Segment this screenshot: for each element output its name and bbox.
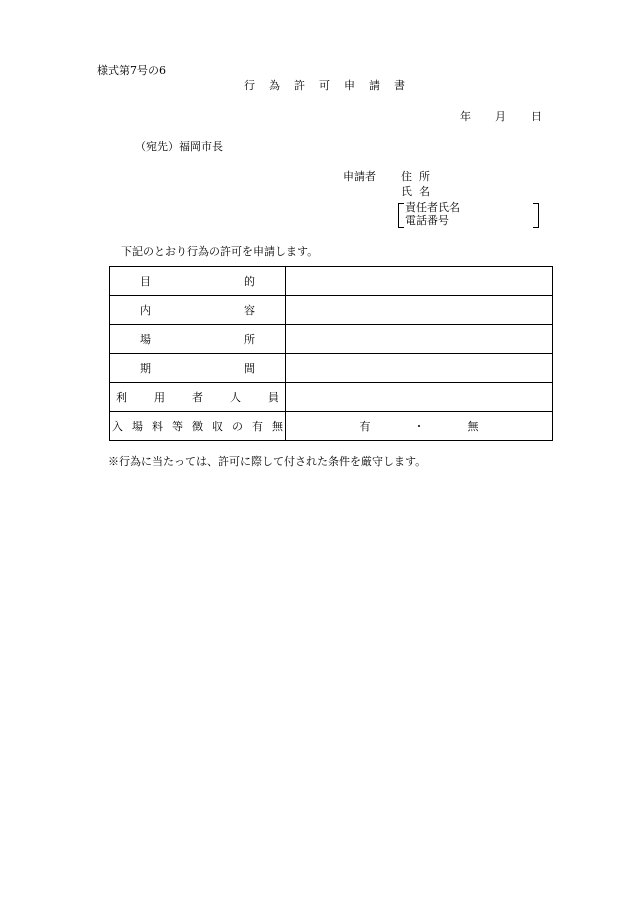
purpose-label: 目 的 (110, 267, 286, 296)
date-day-label: 日 (531, 110, 542, 123)
users-count-value[interactable] (286, 383, 553, 412)
applicant-label: 申請者 (343, 170, 376, 183)
period-value[interactable] (286, 354, 553, 383)
title-char: 可 (319, 79, 344, 92)
table-row (110, 412, 553, 441)
table-row (110, 354, 553, 383)
title-char: 許 (294, 79, 319, 92)
application-table (109, 266, 553, 441)
date-year-label: 年 (460, 110, 471, 123)
admission-fee-label: 入 場 料 等 徴 収 の 有 無 (110, 412, 286, 441)
fee-separator: ・ (413, 420, 425, 433)
document-title (244, 79, 419, 92)
place-label: 場 所 (110, 325, 286, 354)
place-value[interactable] (286, 325, 553, 354)
phone-label: 電話番号 (405, 214, 449, 227)
table-row (110, 296, 553, 325)
address-label: 住 所 (401, 170, 430, 183)
date-month-label: 月 (495, 110, 506, 123)
responsible-name-label: 責任者氏名 (405, 201, 460, 214)
users-count-label: 利 用 者 人 員 (110, 383, 286, 412)
form-number: 様式第7号の6 (97, 64, 166, 77)
table-row (110, 267, 553, 296)
admission-fee-choice[interactable] (286, 412, 553, 441)
fee-no-option[interactable]: 無 (467, 420, 479, 433)
title-char: 為 (269, 79, 294, 92)
purpose-value[interactable] (286, 267, 553, 296)
content-label: 内 容 (110, 296, 286, 325)
title-char: 行 (244, 79, 269, 92)
table-row (110, 383, 553, 412)
fee-yes-option[interactable]: 有 (359, 420, 371, 433)
content-value[interactable] (286, 296, 553, 325)
title-char: 申 (344, 79, 369, 92)
period-label: 期 間 (110, 354, 286, 383)
table-row (110, 325, 553, 354)
name-label: 氏 名 (401, 185, 430, 198)
right-bracket (533, 203, 539, 228)
title-char: 請 (369, 79, 394, 92)
title-char: 書 (394, 79, 419, 92)
application-statement: 下記のとおり行為の許可を申請します。 (121, 245, 319, 258)
addressee: （宛先）福岡市長 (135, 140, 223, 153)
conditions-note: ※行為に当たっては、許可に際して付された条件を厳守します。 (108, 455, 427, 468)
left-bracket (398, 203, 404, 228)
